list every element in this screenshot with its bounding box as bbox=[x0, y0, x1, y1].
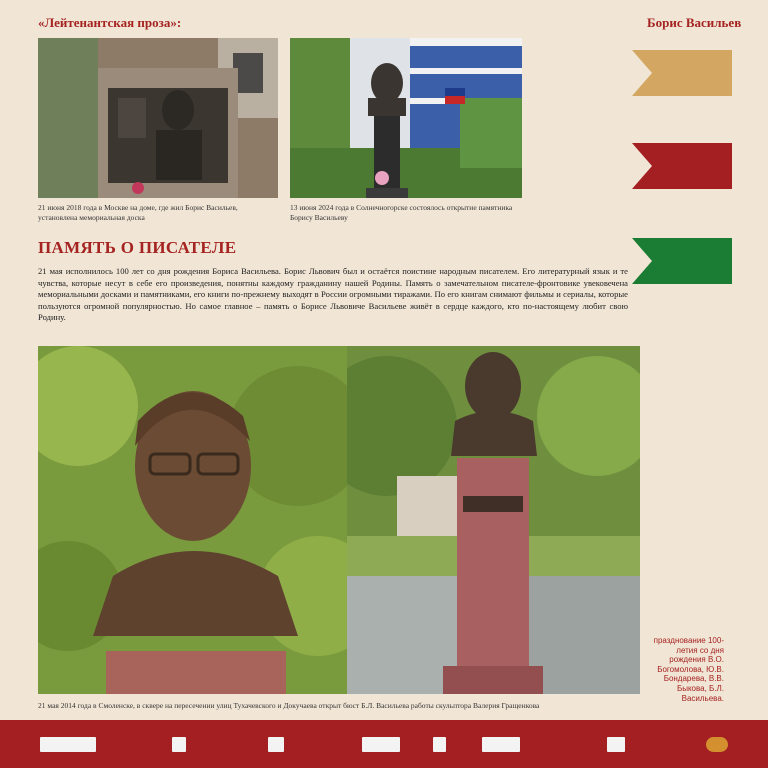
author-name: Борис Васильев bbox=[647, 15, 742, 30]
ribbon-red bbox=[632, 143, 732, 189]
ribbon-green bbox=[632, 238, 732, 284]
anniversary-logo-icon bbox=[706, 737, 728, 752]
emblem-logo-icon bbox=[172, 737, 186, 752]
series-title: «Лейтенантская проза»: bbox=[38, 15, 182, 30]
caption-smolensk-bust: 21 мая 2014 года в Смоленске, в сквере на пересечении улиц Тухачевского и Докучаева открыт бюст Б.Л. Васильева работы скульптора Валерия Гращенкова bbox=[38, 701, 540, 710]
photo-smolensk-bust-closeup bbox=[38, 346, 347, 694]
anniversary-note: празднование 100-летия со дня рождения В.О. Богомолова, Ю.В. Бондарева, В.В. Быкова, Б.Л. Васильева. bbox=[653, 636, 724, 703]
photo-memorial-plaque bbox=[38, 38, 278, 198]
book-logo-icon bbox=[433, 737, 446, 752]
foundation-logo-icon bbox=[40, 737, 96, 752]
building-logo-icon bbox=[268, 737, 284, 752]
section-body: 21 мая исполнилось 100 лет со дня рождения Бориса Васильева. Борис Львович был и остаётся поистине народным писателем. Его литературный язык и те чувства, которые несут в себе его произведения, понятны каждому гражданину нашей Родины. Память о замечательном писателе-фронтовике увековечена мемориальными досками и памятниками, его книги по-прежнему выходят в России огромными тиражами. По его книгам снимают фильмы и сериалы, которые пользуются огромной популярностью. Но самое главное – память о Борисе Львовиче Васильеве живёт в сердце каждого, кто по-настоящему любит свою Родину. bbox=[38, 266, 628, 323]
caption-memorial-plaque: 21 июня 2018 года в Москве на доме, где жил Борис Васильев, установлена мемориальная доска bbox=[38, 203, 238, 222]
photo-smolensk-bust-pedestal bbox=[347, 346, 640, 694]
photo-solnechnogorsk-monument bbox=[290, 38, 522, 198]
ribbon-gold bbox=[632, 50, 732, 96]
publisher-logo-icon bbox=[607, 737, 625, 752]
caption-solnechnogorsk-monument: 13 июня 2024 года в Солнечногорске состоялось открытие памятника Борису Васильеву bbox=[290, 203, 513, 222]
library-logo-icon bbox=[362, 737, 400, 752]
pen-logo-icon bbox=[482, 737, 520, 752]
footer-logos-bar bbox=[0, 720, 768, 768]
section-title: ПАМЯТЬ О ПИСАТЕЛЕ bbox=[38, 238, 237, 257]
